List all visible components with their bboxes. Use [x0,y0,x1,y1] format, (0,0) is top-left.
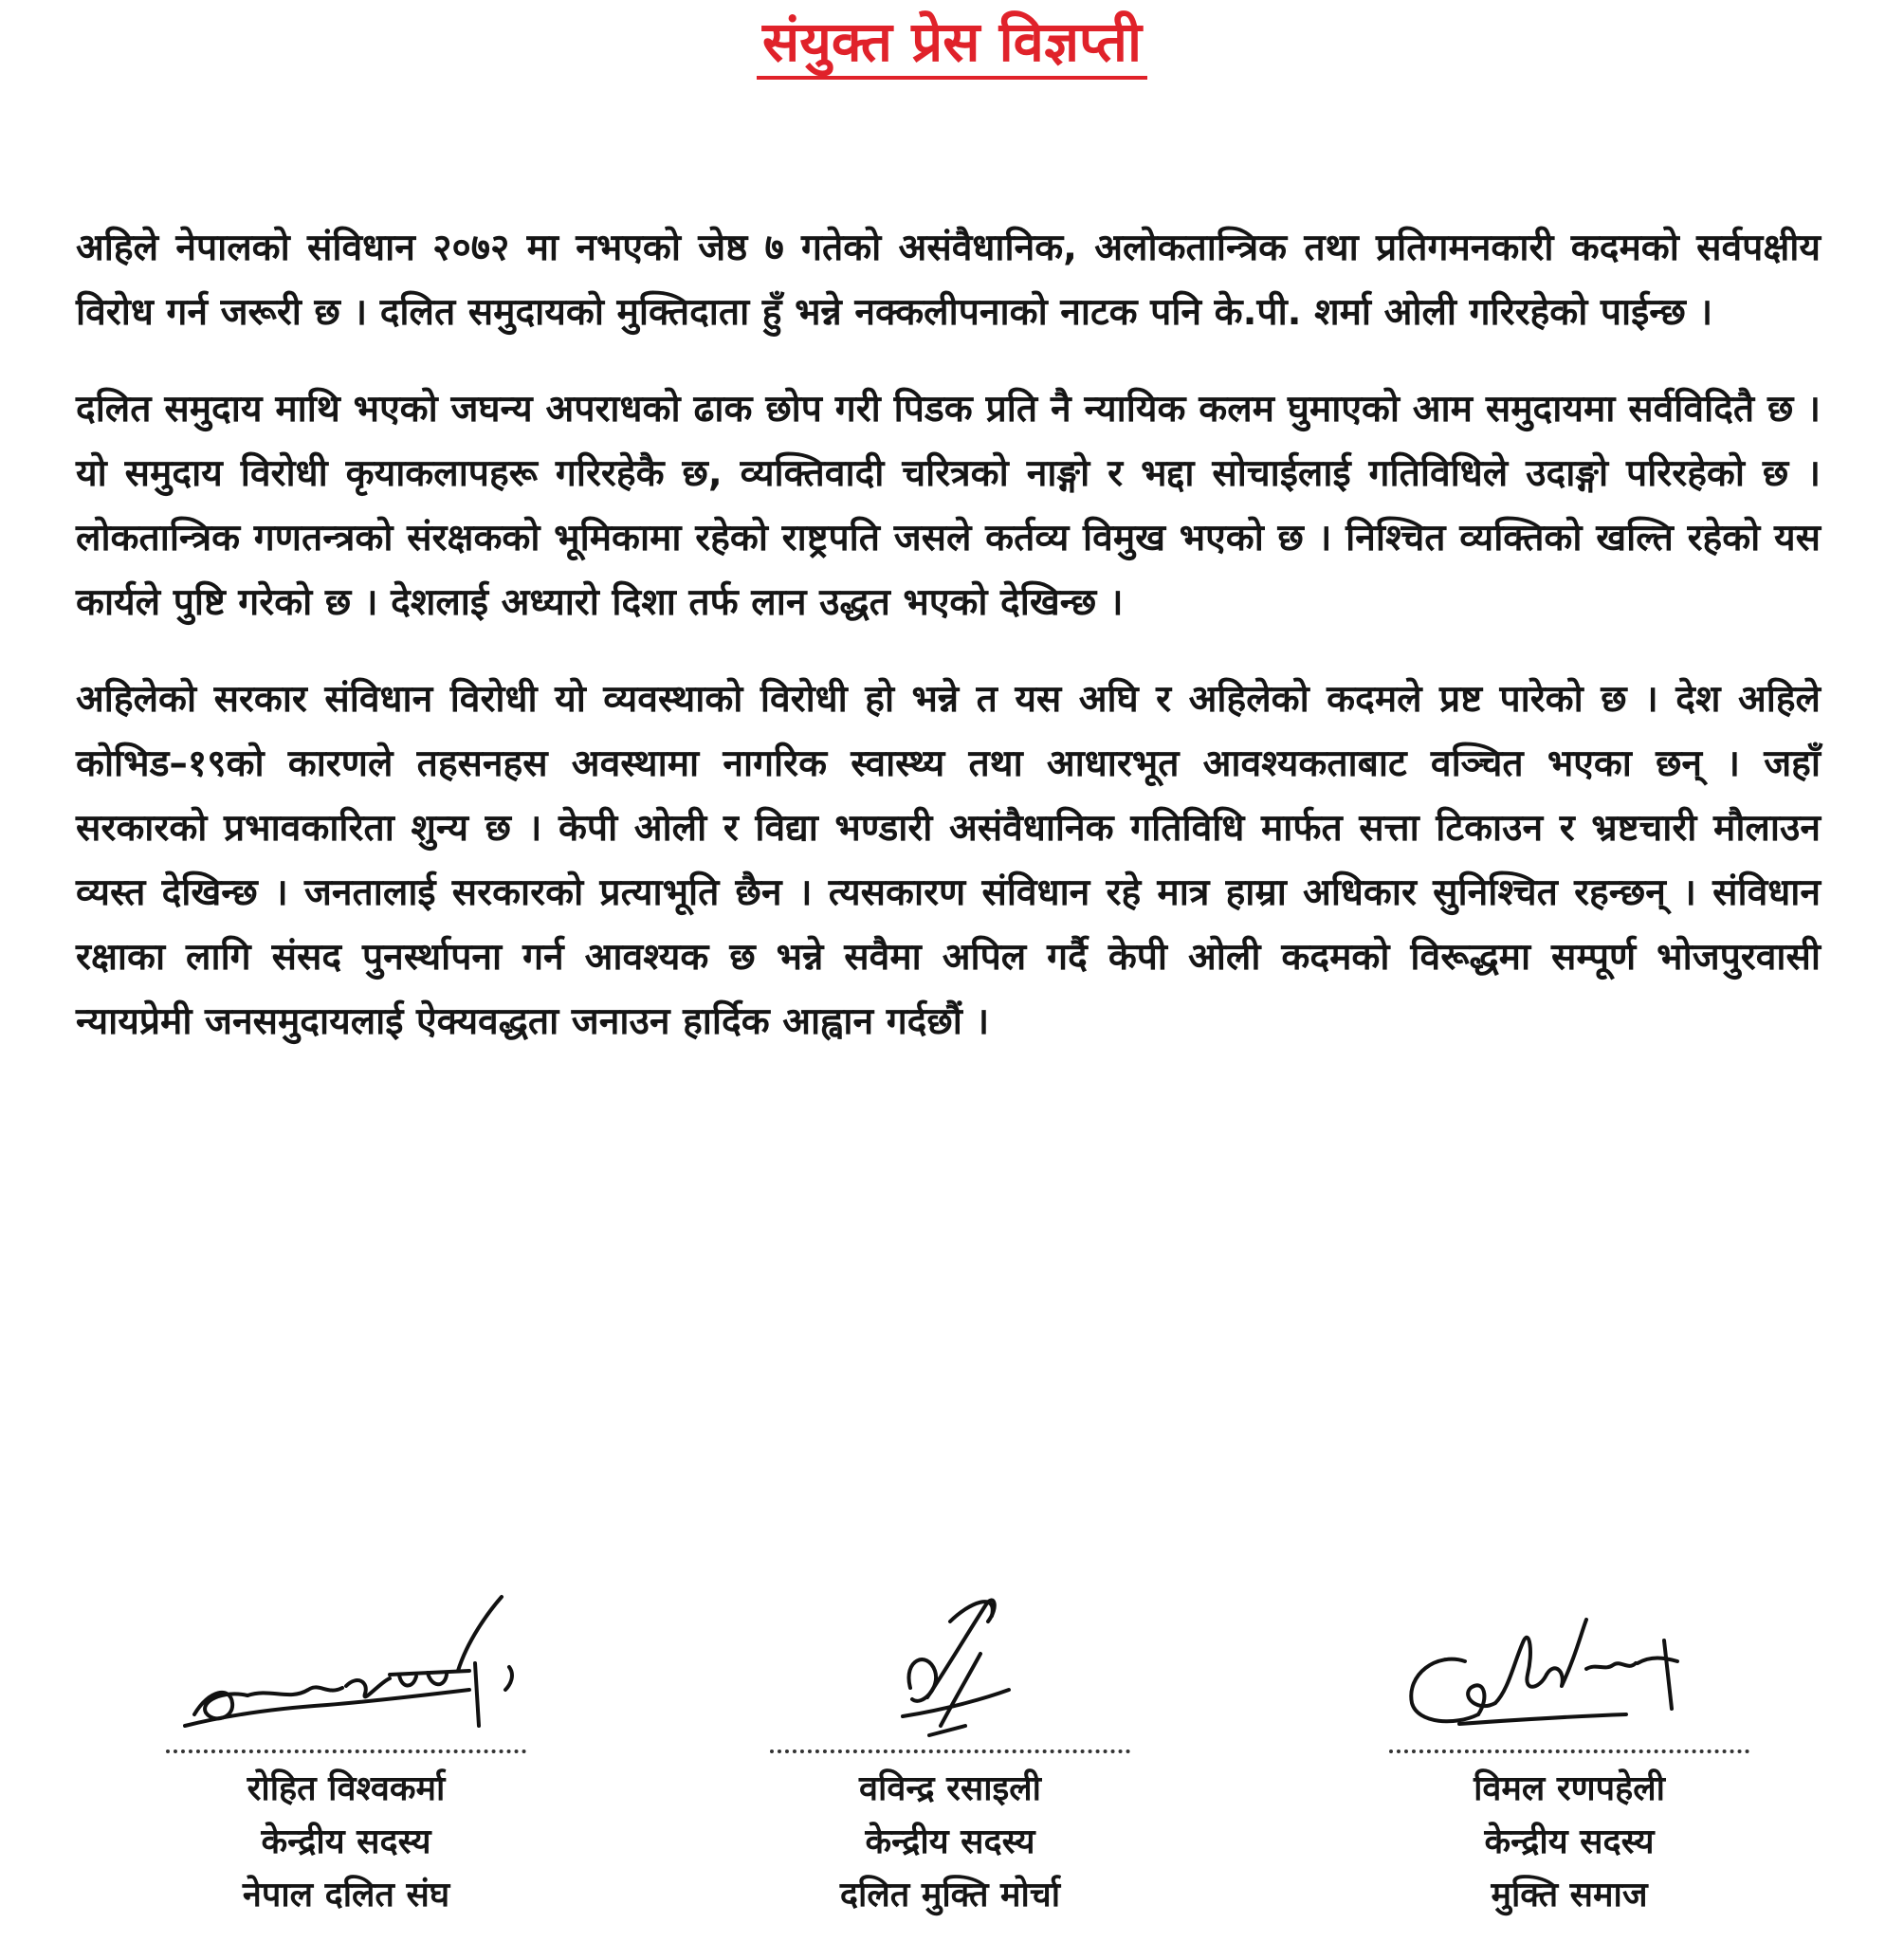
signatory-1-name: रोहित विश्वकर्मा [247,1769,446,1808]
signatory-3 [1380,1584,1759,1922]
signatory-1 [156,1584,536,1922]
signatories-section [0,1584,1904,1942]
signatory-3-name: विमल रणपहेली [1474,1769,1665,1808]
signature-3-icon [1380,1584,1759,1750]
press-release-title: संयुक्त प्रेस विज्ञप्ती [757,8,1147,80]
signatory-1-organization: नेपाल दलित संघ [242,1876,450,1915]
signatory-3-organization: मुक्ति समाज [1491,1876,1648,1915]
signature-line-1 [166,1750,526,1753]
signature-line-2 [770,1750,1130,1753]
signatory-2-name: वविन्द्र रसाइली [859,1769,1041,1808]
press-release-body [76,216,1821,1087]
signature-2-icon [760,1584,1140,1750]
signature-1-icon [156,1584,536,1750]
signature-line-3 [1389,1750,1749,1753]
signatory-2 [760,1584,1140,1922]
paragraph-1: अहिले नेपालको संविधान २०७२ मा नभएको जेष्ठ ७ गतेको असंवैधानिक, अलोकतान्त्रिक तथा प्रतिगमनकारी कदमको सर्वपक्षीय विरोध गर्न जरूरी छ । दलित समुदायको मुक्तिदाता हुँ भन्ने नक्कलीपनाको नाटक पनि के.पी. शर्मा ओली गरिरहेको पाईन्छ । [76,227,1821,334]
signatory-2-position: केन्द्रीय सदस्य [865,1823,1035,1861]
paragraph-2: दलित समुदाय माथि भएको जघन्य अपराधको ढाक छोप गरी पिडक प्रति नै न्यायिक कलम घुमाएको आम समुदायमा सर्वविदितै छ । यो समुदाय विरोधी कृयाकलापहरू गरिरहेकै छ, व्यक्तिवादी चरित्रको नाङ्गो र भद्दा सोचाईलाई गतिविधिले उदाङ्गो परिरहेको छ । लोकतान्त्रिक गणतन्त्रको संरक्षकको भूमिकामा रहेको राष्ट्रपति जसले कर्तव्य विमुख भएको छ । निश्चित व्यक्तिको खल्ति रहेको यस कार्यले पुष्टि गरेको छ । देशलाई अध्यारो दिशा तर्फ लान उद्धत भएको देखिन्छ । [76,388,1821,624]
signatory-1-position: केन्द्रीय सदस्य [261,1823,431,1861]
signatory-3-position: केन्द्रीय सदस्य [1484,1823,1655,1861]
title-container [0,8,1904,80]
signatory-2-organization: दलित मुक्ति मोर्चा [839,1876,1061,1915]
paragraph-3: अहिलेको सरकार संविधान विरोधी यो व्यवस्थाको विरोधी हो भन्ने त यस अघि र अहिलेको कदमले प्रष्ट पारेको छ । देश अहिले कोभिड–१९को कारणले तहसनहस अवस्थामा नागरिक स्वास्थ्य तथा आधारभूत आवश्यकताबाट वञ्चित भएका छन् । जहाँ सरकारको प्रभावकारिता शुन्य छ । केपी ओली र विद्या भण्डारी असंवैधानिक गतिविधि मार्फत सत्ता टिकाउन र भ्रष्टचारी मौलाउन व्यस्त देखिन्छ । जनतालाई सरकारको प्रत्याभूति छैन । त्यसकारण संविधान रहे मात्र हाम्रा अधिकार सुनिश्चित रहन्छन् । संविधान रक्षाका लागि संसद पुनर्स्थापना गर्न आवश्यक छ भन्ने सवैमा अपिल गर्दै केपी ओली कदमको विरूद्धमा सम्पूर्ण भोजपुरवासी न्यायप्रेमी जनसमुदायलाई ऐक्यवद्धता जनाउन हार्दिक आह्वान गर्दछौं । [76,678,1821,1043]
